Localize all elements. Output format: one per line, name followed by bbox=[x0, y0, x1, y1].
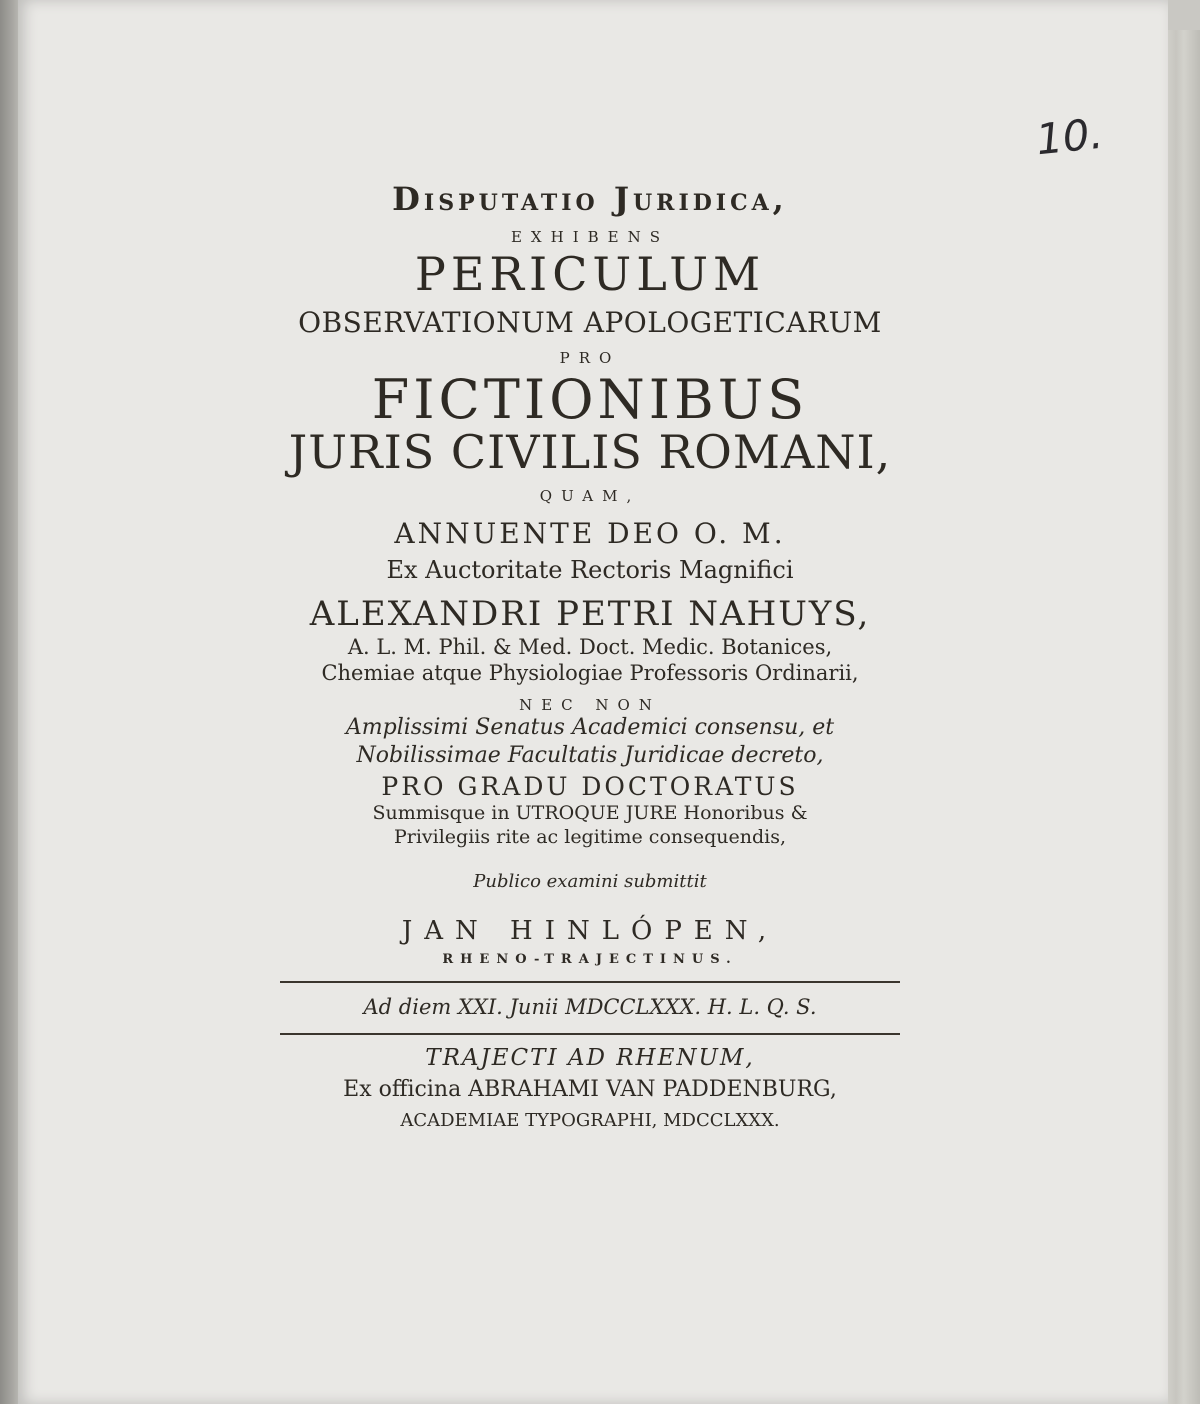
honoribus-line: Summisque in UTROQUE JURE Honoribus & bbox=[372, 802, 808, 824]
imprint-printer: Ex officina ABRAHAMI VAN PADDENBURG, bbox=[343, 1077, 837, 1102]
rector-name: ALEXANDRI PETRI NAHUYS, bbox=[309, 594, 871, 634]
top-rule bbox=[280, 981, 900, 983]
author-origin: RHENO-TRAJECTINUS. bbox=[442, 952, 738, 967]
rector-titles-1: A. L. M. Phil. & Med. Doct. Medic. Botanices, bbox=[347, 635, 833, 659]
bottom-rule bbox=[280, 1033, 900, 1035]
publico-examini: Publico examini submittit bbox=[473, 871, 707, 892]
genre-heading: Disputatio Juridica, bbox=[392, 180, 788, 218]
rector-titles-2: Chemiae atque Physiologiae Professoris Ordinarii, bbox=[321, 661, 859, 685]
title-page-text bbox=[250, 170, 930, 1131]
senatus-line: Amplissimi Senatus Academici consensu, et bbox=[345, 715, 835, 740]
pro-line: PRO bbox=[559, 349, 621, 367]
quam-line: QUAM, bbox=[539, 487, 641, 505]
title-periculum: PERICULUM bbox=[414, 247, 766, 301]
exhibens-line: EXHIBENS bbox=[510, 228, 669, 246]
privilegiis-line: Privilegiis rite ac legitime consequendis, bbox=[393, 826, 787, 848]
defense-date: Ad diem XXI. Junii MDCCLXXX. H. L. Q. S. bbox=[363, 995, 817, 1019]
imprint-year: ACADEMIAE TYPOGRAPHI, MDCCLXXX. bbox=[400, 1110, 780, 1131]
imprint-place: TRAJECTI AD RHENUM, bbox=[425, 1045, 755, 1071]
title-fictionibus: FICTIONIBUS bbox=[371, 368, 809, 431]
annuente-deo: ANNUENTE DEO O. M. bbox=[394, 517, 786, 550]
nec-non: NEC NON bbox=[519, 696, 661, 714]
ex-auctoritate: Ex Auctoritate Rectoris Magnifici bbox=[386, 556, 794, 584]
title-juris-civilis: JURIS CIVILIS ROMANI, bbox=[288, 425, 892, 479]
facultas-line: Nobilissimae Facultatis Juridicae decreto, bbox=[356, 743, 824, 768]
author-name: JAN HINLÓPEN, bbox=[401, 916, 779, 946]
handwritten-folio-number: 10. bbox=[1033, 108, 1106, 165]
title-observationum: OBSERVATIONUM APOLOGETICARUM bbox=[298, 306, 882, 339]
pro-gradu-doctoratus: PRO GRADU DOCTORATUS bbox=[381, 772, 799, 801]
